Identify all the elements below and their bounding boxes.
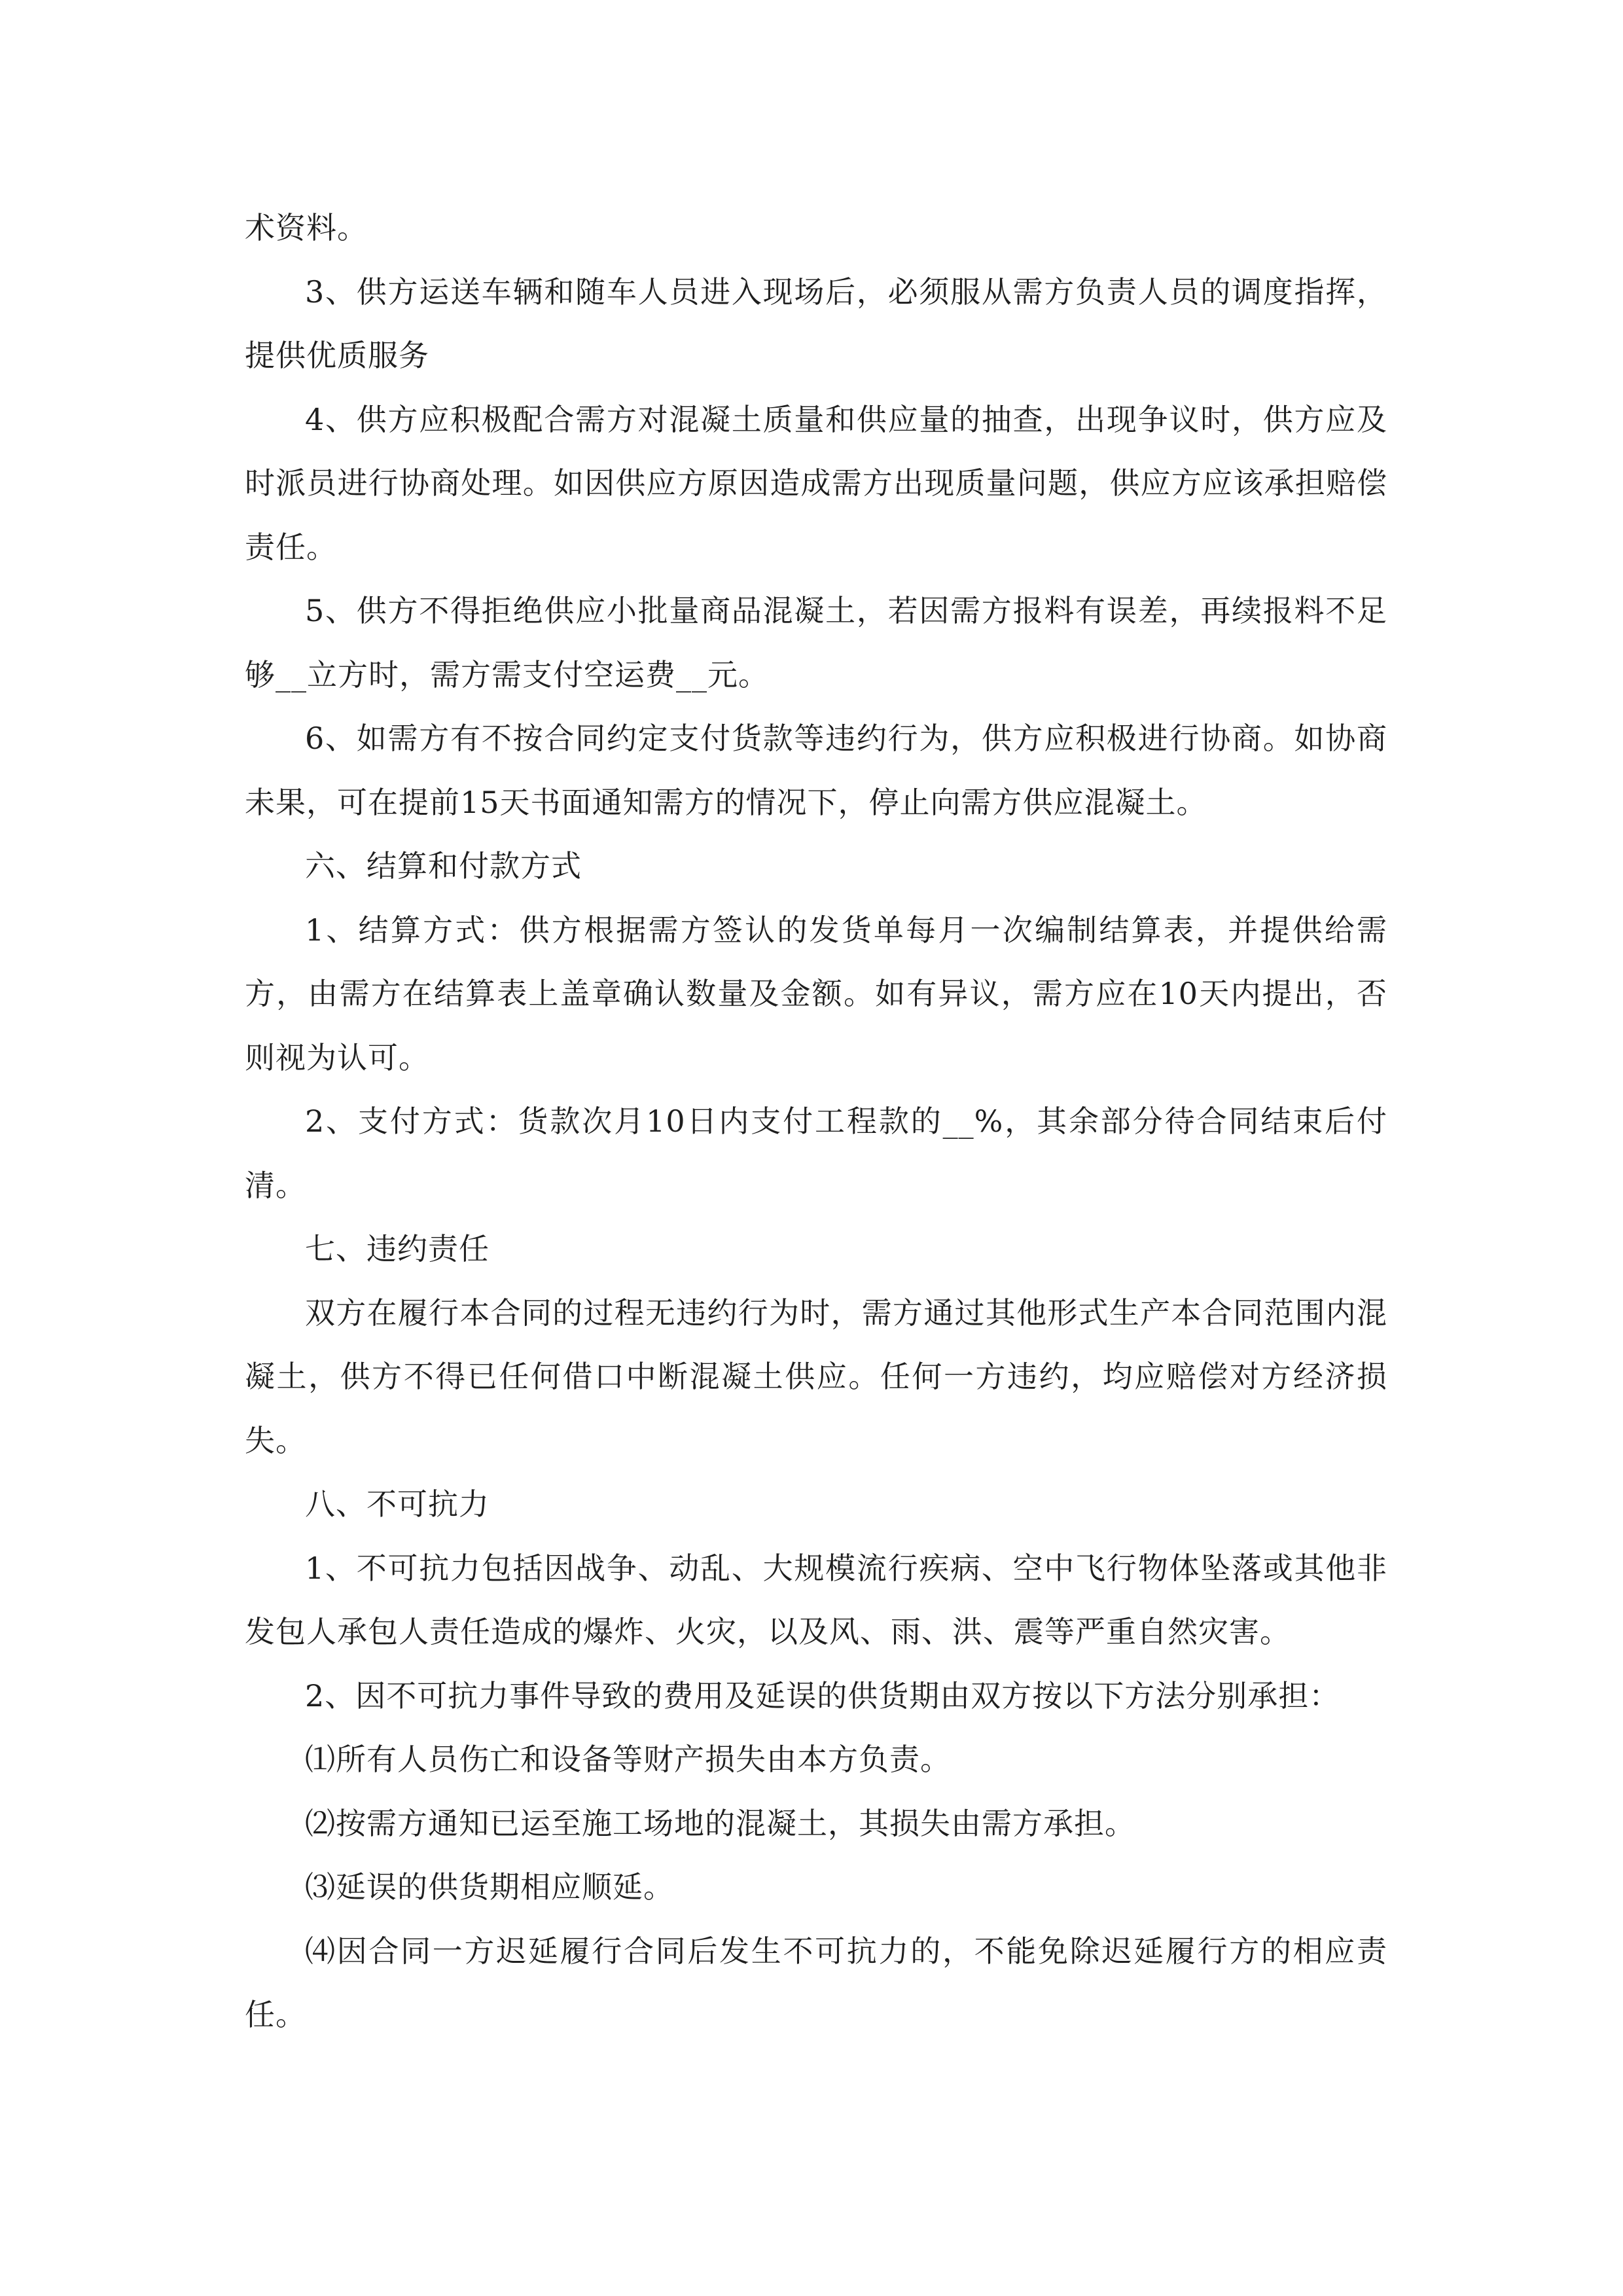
paragraph-clause-3: 3、供方运送车辆和随车人员进入现场后，必须服从需方负责人员的调度指挥，提供优质服务 xyxy=(245,274,1387,373)
paragraph-settlement-method: 1、结算方式：供方根据需方签认的发货单每月一次编制结算表，并提供给需方，由需方在结算表上盖章确认数量及金额。如有异议，需方应在10天内提出，否则视为认可。 xyxy=(245,912,1387,1075)
paragraph-clause-5: 5、供方不得拒绝供应小批量商品混凝土，若因需方报料有误差，再续报料不足够__立方时，需方需支付空运费__元。 xyxy=(245,593,1387,692)
paragraph-clause-4: 4、供方应积极配合需方对混凝土质量和供应量的抽查，出现争议时，供方应及时派员进行协商处理。如因供应方原因造成需方出现质量问题，供应方应该承担赔偿责任。 xyxy=(245,401,1387,565)
list-item-2: ⑵按需方通知已运至施工场地的混凝土，其损失由需方承担。 xyxy=(305,1805,1135,1841)
paragraph-liability: 双方在履行本合同的过程无违约行为时，需方通过其他形式生产本合同范围内混凝土，供方不得已任何借口中断混凝土供应。任何一方违约，均应赔偿对方经济损失。 xyxy=(245,1295,1387,1458)
section-heading-settlement: 六、结算和付款方式 xyxy=(305,848,582,884)
section-heading-force-majeure: 八、不可抗力 xyxy=(305,1486,490,1522)
paragraph-clause-6: 6、如需方有不按合同约定支付货款等违约行为，供方应积极进行协商。如协商未果，可在提前15天书面通知需方的情况下，停止向需方供应混凝土。 xyxy=(245,721,1387,820)
paragraph-force-majeure-2: 2、因不可抗力事件导致的费用及延误的供货期由双方按以下方法分别承担： xyxy=(305,1677,1340,1713)
list-item-4: ⑷因合同一方迟延履行合同后发生不可抗力的，不能免除迟延履行方的相应责任。 xyxy=(245,1933,1387,2032)
paragraph-continuation: 术资料。 xyxy=(245,210,368,245)
document-body xyxy=(245,196,1387,2047)
list-item-1: ⑴所有人员伤亡和设备等财产损失由本方负责。 xyxy=(305,1742,951,1777)
section-heading-liability: 七、违约责任 xyxy=(305,1231,490,1266)
paragraph-payment-method: 2、支付方式：货款次月10日内支付工程款的__%，其余部分待合同结束后付清。 xyxy=(245,1103,1387,1203)
paragraph-force-majeure-1: 1、不可抗力包括因战争、动乱、大规模流行疾病、空中飞行物体坠落或其他非发包人承包人责任造成的爆炸、火灾，以及风、雨、洪、震等严重自然灾害。 xyxy=(245,1550,1387,1649)
list-item-3: ⑶延误的供货期相应顺延。 xyxy=(305,1869,674,1905)
